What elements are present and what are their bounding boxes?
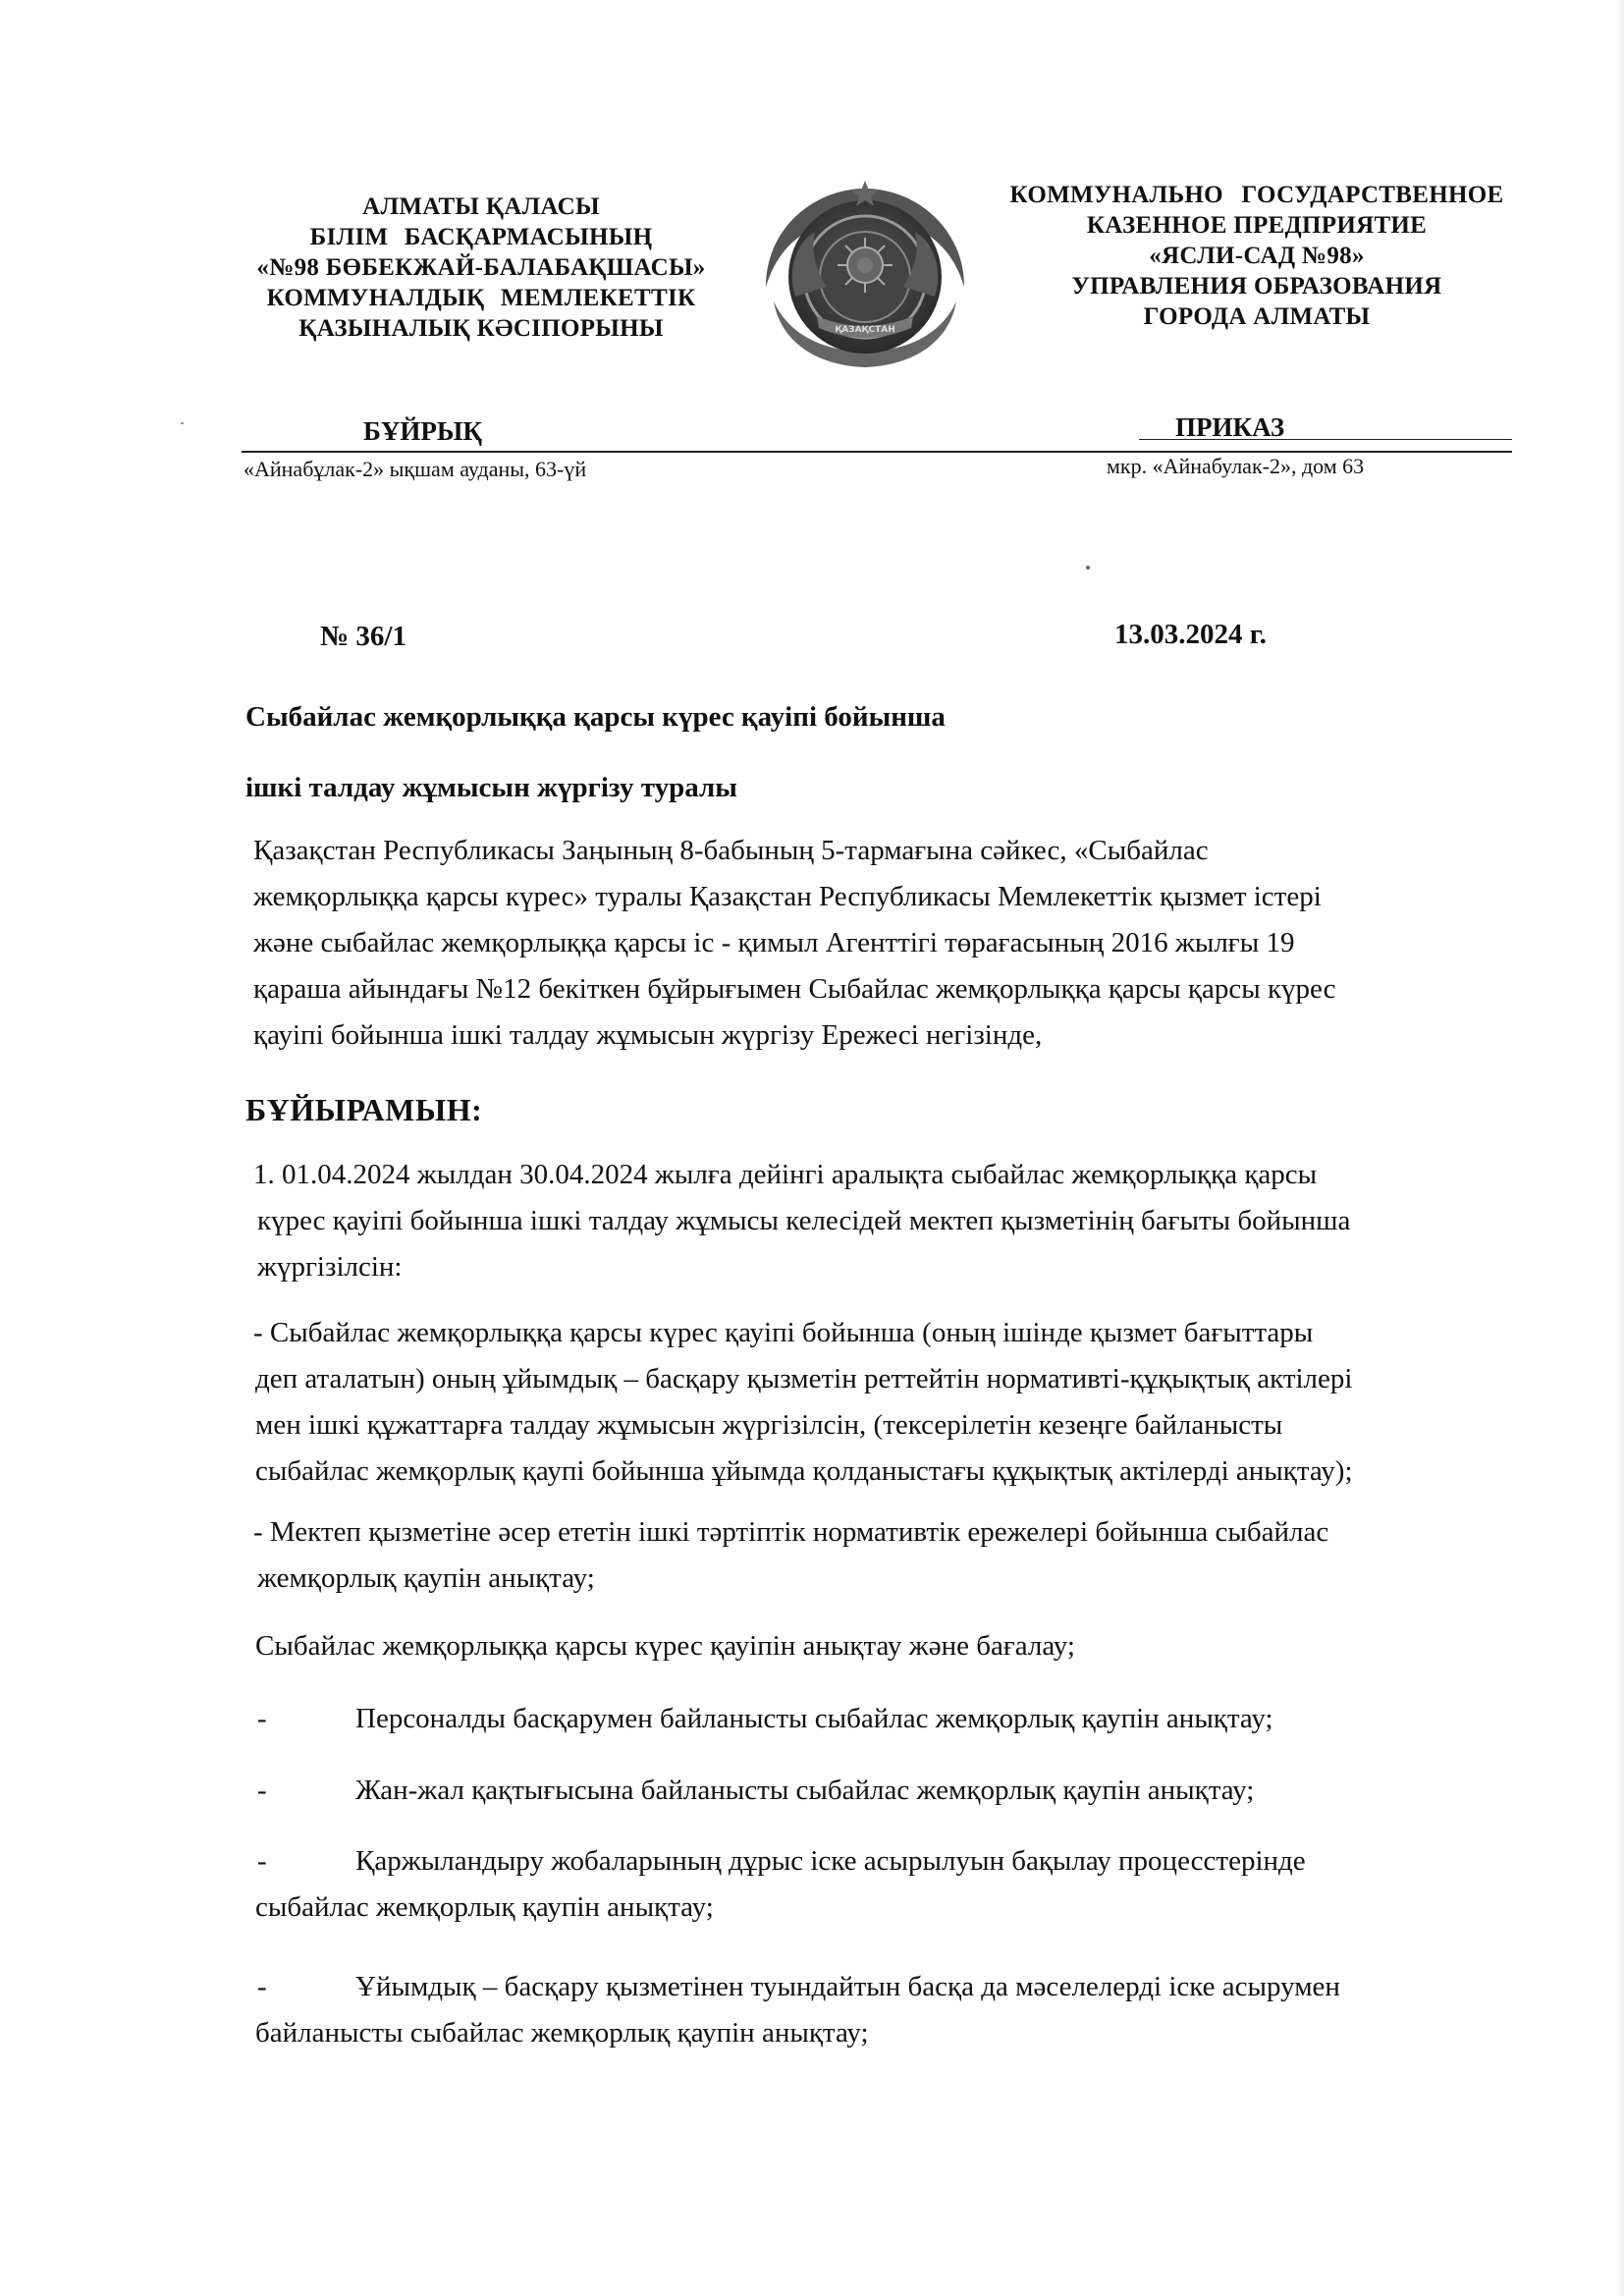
paragraph-line: - Мектеп қызметіне әсер ететін ішкі тәртіптік нормативтік ережелері бойынша сыбайлас xyxy=(253,1516,1329,1548)
state-emblem-icon xyxy=(756,179,974,375)
org-kz-line: БІЛІМ БАСҚАРМАСЫНЫҢ xyxy=(309,224,653,250)
order-number: № 36/1 xyxy=(320,621,406,652)
order-item-1 xyxy=(253,1152,1549,1290)
org-kz-line: ҚАЗЫНАЛЫҚ КӘСІПОРЫНЫ xyxy=(298,315,664,342)
paragraph-line: қауіпі бойынша ішкі талдау жұмысын жүргізу Ережесі негізінде, xyxy=(253,1019,1043,1051)
paragraph-line: және сыбайлас жемқорлыққа қарсы іс - қимыл Агенттігі төрағасының 2016 жылғы 19 xyxy=(253,927,1295,958)
scan-speck xyxy=(181,422,184,424)
doctype-ru: ПРИКАЗ xyxy=(1175,412,1285,442)
paragraph-line: мен ішкі құжаттарға талдау жұмысын жүргізілсін, (тексерілетін кезеңге байланысты xyxy=(255,1409,1283,1441)
org-kz-line: КОММУНАЛДЫҚ МЕМЛЕКЕТТІК xyxy=(266,285,696,311)
dash-item-text: Жан-жал қақтығысына байланысты сыбайлас жемқорлық қаупін анықтау; xyxy=(355,1775,1255,1806)
intro-paragraph xyxy=(253,828,1549,1059)
org-name-ru xyxy=(943,180,1571,332)
dash-item-text: Қаржыландыру жобаларының дұрыс іске асырылуын бақылау процесстерінде xyxy=(355,1845,1306,1877)
sub-item xyxy=(253,1310,1549,1495)
dash-marker: - xyxy=(257,1703,267,1734)
dash-marker: - xyxy=(257,1971,267,2002)
paragraph-line: жүргізілсін: xyxy=(257,1251,403,1283)
org-name-kz xyxy=(206,191,756,344)
org-kz-line: «№98 БӨБЕКЖАЙ-БАЛАБАҚШАСЫ» xyxy=(256,254,706,281)
emblem-text: ҚАЗАҚСТАН xyxy=(835,325,895,335)
paragraph-line: Сыбайлас жемқорлыққа қарсы күрес қауіпін анықтау және бағалау; xyxy=(255,1630,1075,1662)
address-ru: мкр. «Айнабулак-2», дом 63 xyxy=(1107,454,1365,478)
org-ru-line: КАЗЕННОЕ ПРЕДПРИЯТИЕ xyxy=(1086,212,1428,239)
sub-item xyxy=(253,1509,1549,1602)
dash-item-continuation: сыбайлас жемқорлық қаупін анықтау; xyxy=(255,1891,714,1923)
paragraph-line: күрес қауіпі бойынша ішкі талдау жұмысы келесідей мектеп қызметінің бағыты бойынша xyxy=(257,1205,1351,1236)
header-rule xyxy=(242,451,1512,453)
org-ru-line: «ЯСЛИ-САД №98» xyxy=(1149,243,1365,269)
org-ru-line: ГОРОДА АЛМАТЫ xyxy=(1143,303,1371,330)
dash-item-text: Ұйымдық – басқару қызметінен туындайтын басқа да мәселелерді іске асырумен xyxy=(355,1971,1340,2002)
paragraph-line: қараша айындағы №12 бекіткен бұйрығымен Сыбайлас жемқорлыққа қарсы қарсы күрес xyxy=(253,973,1336,1005)
paragraph-line: сыбайлас жемқорлық қаупі бойынша ұйымда қолданыстағы құқықтық актілерді анықтау); xyxy=(255,1455,1353,1487)
scan-edge xyxy=(1616,0,1624,2296)
org-kz-line: АЛМАТЫ ҚАЛАСЫ xyxy=(362,193,600,220)
dash-item-continuation: байланысты сыбайлас жемқорлық қаупін анықтау; xyxy=(255,2017,869,2049)
paragraph-line: Қазақстан Республикасы Заңының 8-бабының 5-тармағына сәйкес, «Сыбайлас xyxy=(253,835,1209,866)
dash-marker: - xyxy=(257,1845,267,1877)
org-ru-line: УПРАВЛЕНИЯ ОБРАЗОВАНИЯ xyxy=(1071,273,1442,300)
paragraph-line: жемқорлыққа қарсы күрес» туралы Қазақстан Республикасы Мемлекеттік қызмет істері xyxy=(253,881,1322,912)
paragraph-line: деп аталатын) оның ұйымдық – басқару қызметін реттейтін нормативті-құқықтық актілері xyxy=(255,1363,1353,1394)
doctype-kz: БҰЙРЫҚ xyxy=(363,416,482,446)
order-date: 13.03.2024 г. xyxy=(1114,619,1267,650)
scan-speck xyxy=(1086,566,1090,570)
paragraph-line: жемқорлық қаупін анықтау; xyxy=(257,1562,595,1594)
paragraph-line: 1. 01.04.2024 жылдан 30.04.2024 жылға дейінгі аралықта сыбайлас жемқорлыққа қарсы xyxy=(253,1159,1318,1190)
org-ru-line: КОММУНАЛЬНО ГОСУДАРСТВЕННОЕ xyxy=(1009,182,1504,208)
dash-item-text: Персоналды басқарумен байланысты сыбайлас жемқорлық қаупін анықтау; xyxy=(355,1703,1273,1734)
header-rule-short xyxy=(1139,439,1512,440)
document-title-line: ішкі талдау жұмысын жүргізу туралы xyxy=(245,772,737,803)
command-heading: БҰЙЫРАМЫН: xyxy=(245,1092,483,1127)
document-title-line: Сыбайлас жемқорлыққа қарсы күрес қауіпі бойынша xyxy=(245,701,946,733)
dash-marker: - xyxy=(257,1775,267,1806)
address-kz: «Айнабұлак-2» ықшам ауданы, 63-үй xyxy=(244,457,587,481)
paragraph-line: - Сыбайлас жемқорлыққа қарсы күрес қауіпі бойынша (оның ішінде қызмет бағыттары xyxy=(253,1317,1314,1348)
